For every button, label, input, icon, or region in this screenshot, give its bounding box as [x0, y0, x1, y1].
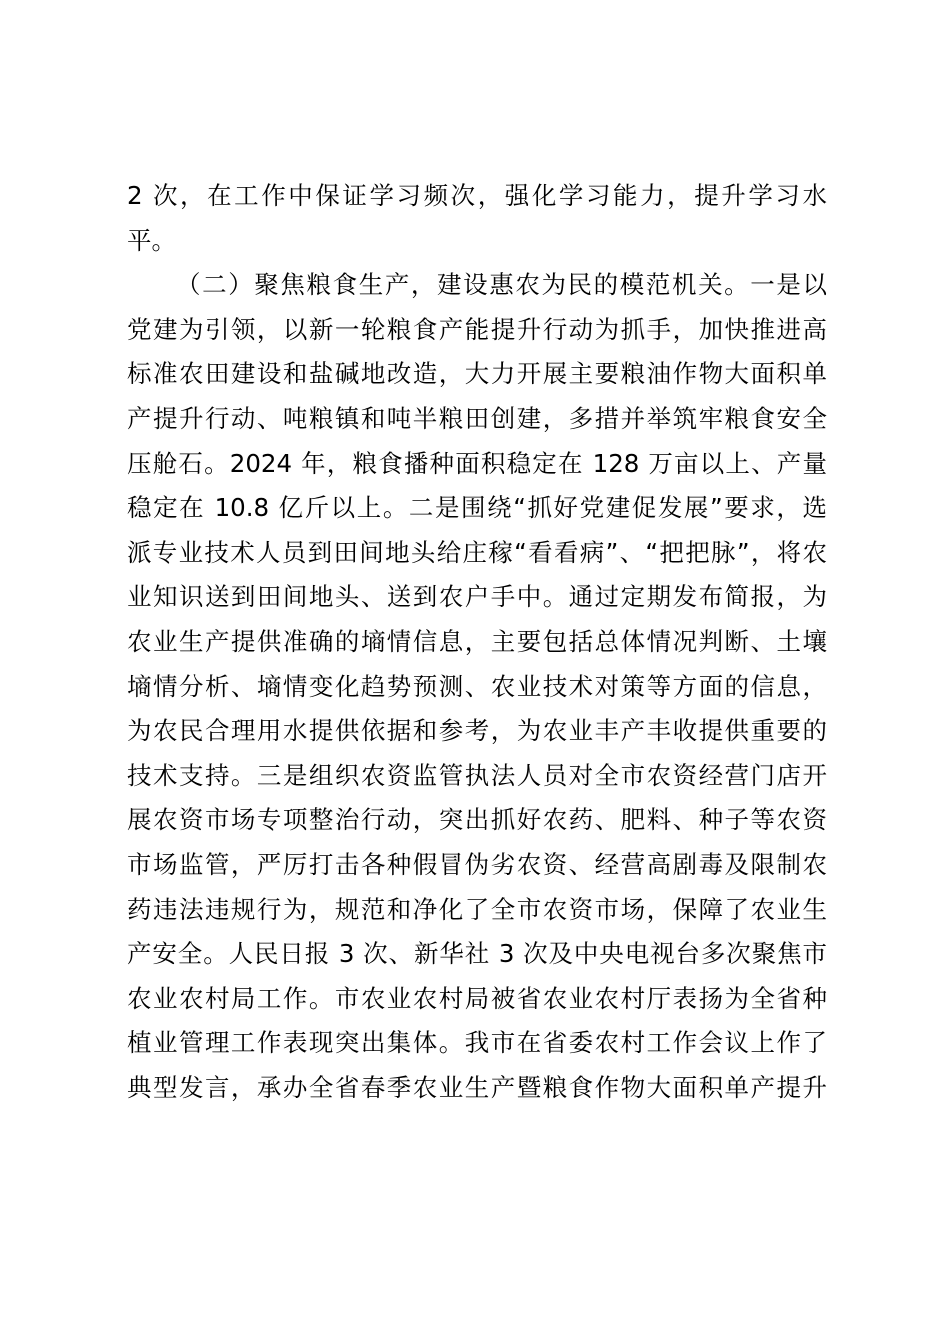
text-line: 技术支持。三是组织农资监管执法人员对全市农资经营门店开: [127, 760, 827, 790]
text-line: 产提升行动、吨粮镇和吨半粮田创建，多措并举筑牢粮食安全: [127, 403, 827, 433]
text-line: 业知识送到田间地头、送到农户手中。通过定期发布简报，为: [127, 582, 827, 612]
document-body: [127, 174, 827, 1110]
text-line: 标准农田建设和盐碱地改造，大力开展主要粮油作物大面积单: [127, 359, 827, 389]
text-line: 墒情分析、墒情变化趋势预测、农业技术对策等方面的信息，: [127, 671, 827, 701]
text-line: 压舱石。2024 年，粮食播种面积稳定在 128 万亩以上、产量: [127, 448, 827, 478]
text-line: 党建为引领，以新一轮粮食产能提升行动为抓手，加快推进高: [127, 314, 827, 344]
text-line: 农业农村局工作。市农业农村局被省农业农村厅表扬为全省种: [127, 983, 827, 1013]
text-line: 展农资市场专项整治行动，突出抓好农药、肥料、种子等农资: [127, 805, 827, 835]
text-line: 农业生产提供准确的墒情信息，主要包括总体情况判断、土壤: [127, 626, 827, 656]
text-line: 2 次，在工作中保证学习频次，强化学习能力，提升学习水: [127, 181, 827, 210]
text-line: （二）聚焦粮食生产，建设惠农为民的模范机关。一是以: [176, 270, 827, 300]
text-line: 稳定在 10.8 亿斤以上。二是围绕“抓好党建促发展”要求，选: [127, 493, 827, 523]
text-line: 为农民合理用水提供依据和参考，为农业丰产丰收提供重要的: [127, 716, 827, 746]
text-line: 平。: [127, 225, 176, 255]
text-line: 典型发言，承办全省春季农业生产暨粮食作物大面积单产提升: [127, 1072, 827, 1102]
text-line: 产安全。人民日报 3 次、新华社 3 次及中央电视台多次聚焦市: [127, 939, 827, 969]
text-line: 植业管理工作表现突出集体。我市在省委农村工作会议上作了: [127, 1028, 827, 1058]
text-line: 派专业技术人员到田间地头给庄稼“看看病”、“把把脉”，将农: [127, 537, 827, 567]
text-line: 药违法违规行为，规范和净化了全市农资市场，保障了农业生: [127, 894, 827, 924]
text-line: 市场监管，严厉打击各种假冒伪劣农资、经营高剧毒及限制农: [127, 849, 827, 879]
